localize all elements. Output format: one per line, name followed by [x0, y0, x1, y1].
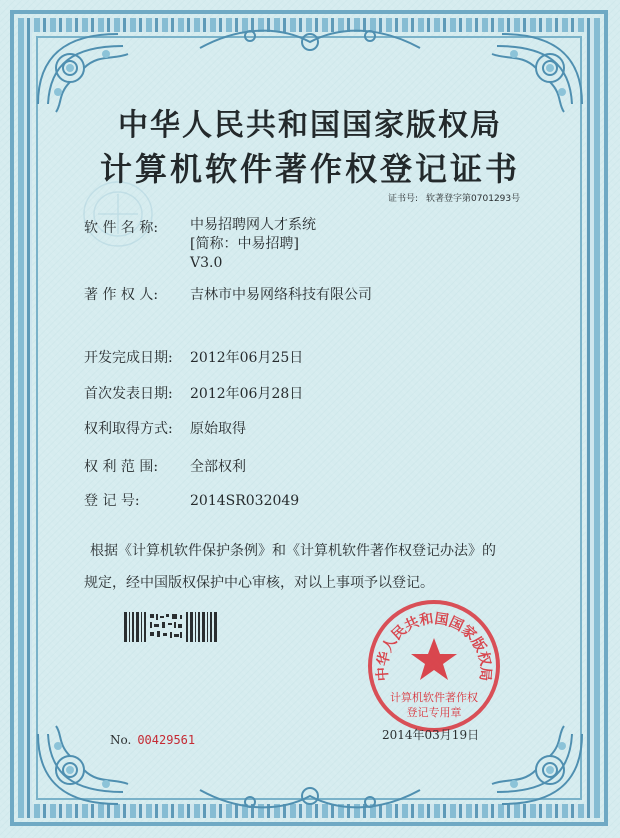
serial-value: 00429561 [137, 733, 196, 747]
dev-date-value: 2012年06月25日 [190, 350, 304, 366]
issuer-heading: 中华人民共和国国家版权局 [118, 108, 502, 143]
acquire-method-row [84, 418, 246, 438]
publish-date-value: 2012年06月28日 [190, 386, 304, 402]
owner-label: 著 作 权 人: [84, 287, 159, 303]
seal-inner-text-2: 登记专用章 [406, 706, 462, 719]
certificate-number-value: 软著登字第0701293号 [426, 194, 521, 204]
registration-number-value: 2014SR032049 [190, 493, 300, 509]
certificate-number [388, 191, 520, 204]
publish-date-label: 首次发表日期: [84, 386, 173, 402]
owner-row [84, 284, 372, 304]
seal-inner-text-1: 计算机软件著作权 [390, 691, 478, 704]
software-name-row [84, 217, 190, 237]
rights-scope-value: 全部权利 [190, 459, 246, 475]
issue-date: 2014年03月19日 [382, 728, 480, 742]
registration-number-label: 登 记 号: [84, 493, 140, 509]
software-version: V3.0 [190, 255, 223, 271]
seal-ring-text: 中华人民共和国国家版权局 [374, 610, 494, 682]
certificate-title: 计算机软件著作权登记证书 [99, 150, 520, 188]
software-name: 中易招聘网人才系统 [190, 217, 316, 233]
statement-line-2: 规定，经中国版权保护中心审核，对以上事项予以登记。 [84, 575, 434, 591]
top-center-ornament [190, 22, 430, 56]
seal-star-icon [411, 638, 457, 680]
official-seal [366, 598, 502, 734]
rights-scope-label: 权 利 范 围: [84, 459, 159, 475]
barcode [124, 612, 220, 642]
corner-ornament-bottom-right [472, 724, 592, 814]
acquire-method-value: 原始取得 [190, 421, 246, 437]
statement-line-1: 根据《计算机软件保护条例》和《计算机软件著作权登记办法》的 [90, 543, 496, 559]
software-name-block [190, 216, 316, 273]
publish-date-row [84, 383, 303, 403]
software-short-name: [简称：中易招聘] [190, 236, 299, 252]
software-name-label: 软 件 名 称: [84, 220, 159, 236]
serial-number [110, 733, 195, 747]
certificate-number-label: 证书号: [388, 194, 419, 204]
dev-date-row [84, 347, 303, 367]
serial-label: No. [110, 733, 132, 747]
dev-date-label: 开发完成日期: [84, 350, 173, 366]
acquire-method-label: 权利取得方式: [84, 421, 173, 437]
rights-scope-row [84, 456, 246, 476]
registration-number-row [84, 490, 299, 510]
bottom-center-ornament [190, 782, 430, 816]
owner-value: 吉林市中易网络科技有限公司 [190, 287, 372, 303]
